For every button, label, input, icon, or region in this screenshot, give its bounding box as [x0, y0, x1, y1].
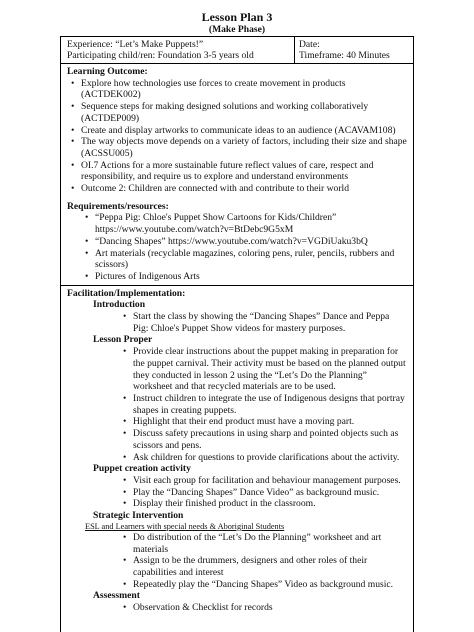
list-item: • Do distribution of the “Let’s Do the Planning” worksheet and art materials: [123, 531, 382, 555]
lesson-plan-table: [60, 36, 414, 632]
esl-subheading: ESL and Learners with special needs & Aboriginal Students: [85, 521, 285, 531]
list-item: • Art materials (recyclable magazines, coloring pens, ruler, pencils, rubbers and scissors): [85, 247, 395, 271]
list-item: • Display their finished product in the classroom.: [123, 498, 316, 510]
list-item: • OI.7 Actions for a more sustainable future reflect values of care, respect and responsibility, and require us to explore and understand environments: [71, 159, 374, 183]
assessment-list: [67, 602, 407, 614]
strategic-intervention-heading: Strategic Intervention: [93, 510, 184, 522]
list-item: • Play the “Dancing Shapes” Dance Video” as background music.: [123, 486, 380, 498]
list-item: • Assign to be the drummers, designers and other roles of their capabilities and interest: [123, 555, 368, 578]
list-item: • Create and display artworks to communicate ideas to an audience (ACAVAM108): [71, 124, 396, 136]
list-item: • Highlight that their end product must have a moving part.: [123, 416, 355, 428]
page-title: Lesson Plan 3: [201, 10, 273, 24]
page-subtitle: (Make Phase): [208, 24, 266, 35]
list-item: • “Peppa Pig: Chloe's Puppet Show Cartoons for Kids/Children” https://www.youtube.com/watch?v=BtDebc9G5xM: [85, 212, 337, 236]
requirements-list: [67, 212, 407, 282]
experience-label: Experience: “Let’s Make Puppets!”: [67, 39, 204, 50]
list-item: • “Dancing Shapes” https://www.youtube.com/watch?v=VGDiUaku3bQ: [85, 235, 368, 247]
list-item: • Ask children for questions to provide clarifications about the activity.: [123, 451, 400, 463]
facilitation-heading: Facilitation/Implementation:: [67, 287, 186, 299]
assessment-heading: Assessment: [93, 590, 140, 602]
lesson-proper-list: [67, 346, 407, 463]
introduction-list: [67, 311, 407, 334]
requirements-heading: Requirements/resources:: [67, 200, 169, 212]
learning-outcome-list: [67, 78, 407, 195]
participating-label: Participating child/ren: Foundation 3-5 years old: [67, 50, 254, 61]
timeframe-label: Timeframe: 40 Minutes: [299, 50, 390, 61]
column-divider: [294, 37, 295, 63]
introduction-heading: Introduction: [93, 299, 146, 311]
puppet-creation-list: [67, 475, 407, 510]
list-item: • Sequence steps for making designed solutions and working collaboratively (ACTDEP009): [71, 101, 369, 124]
strategic-intervention-list: [67, 532, 407, 591]
list-item: • Discuss safety precautions in using sharp and pointed objects such as scissors and pens.: [123, 428, 399, 451]
learning-outcome-heading: Learning Outcome:: [67, 66, 148, 77]
list-item: • Outcome 2: Children are connected with and contribute to their world: [71, 183, 350, 195]
puppet-creation-heading: Puppet creation activity: [93, 463, 191, 475]
date-label: Date:: [299, 39, 320, 50]
list-item: • Provide clear instructions about the puppet making in preparation for the puppet carnival. Their activity must be based on the planned output they conducted in lesson 2 using the “Let’s Do the Planning” worksheet and that recycled materials are to be used.: [123, 346, 406, 393]
list-item: • Observation & Checklist for records: [123, 602, 273, 614]
facilitation-section: [61, 286, 413, 616]
list-item: • Instruct children to integrate the use of Indigenous designs that portray shapes in creating puppets.: [123, 392, 405, 416]
list-item: • Start the class by showing the “Dancing Shapes” Dance and Peppa Pig: Chloe's Puppet Show videos for mastery purposes.: [123, 311, 390, 334]
list-item: • The way objects move depends on a variety of factors, including their size and shape (ACSSU005): [71, 136, 407, 159]
list-item: • Repeatedly play the “Dancing Shapes” Video as background music.: [123, 578, 394, 590]
learning-outcome-section: [61, 64, 413, 286]
list-item: • Visit each group for facilitation and behaviour management purposes.: [123, 474, 401, 486]
list-item: • Pictures of Indigenous Arts: [85, 270, 200, 282]
list-item: • Explore how technologies use forces to create movement in products (ACTDEK002): [71, 77, 346, 101]
lesson-proper-heading: Lesson Proper: [93, 334, 153, 346]
info-header: [61, 37, 413, 64]
